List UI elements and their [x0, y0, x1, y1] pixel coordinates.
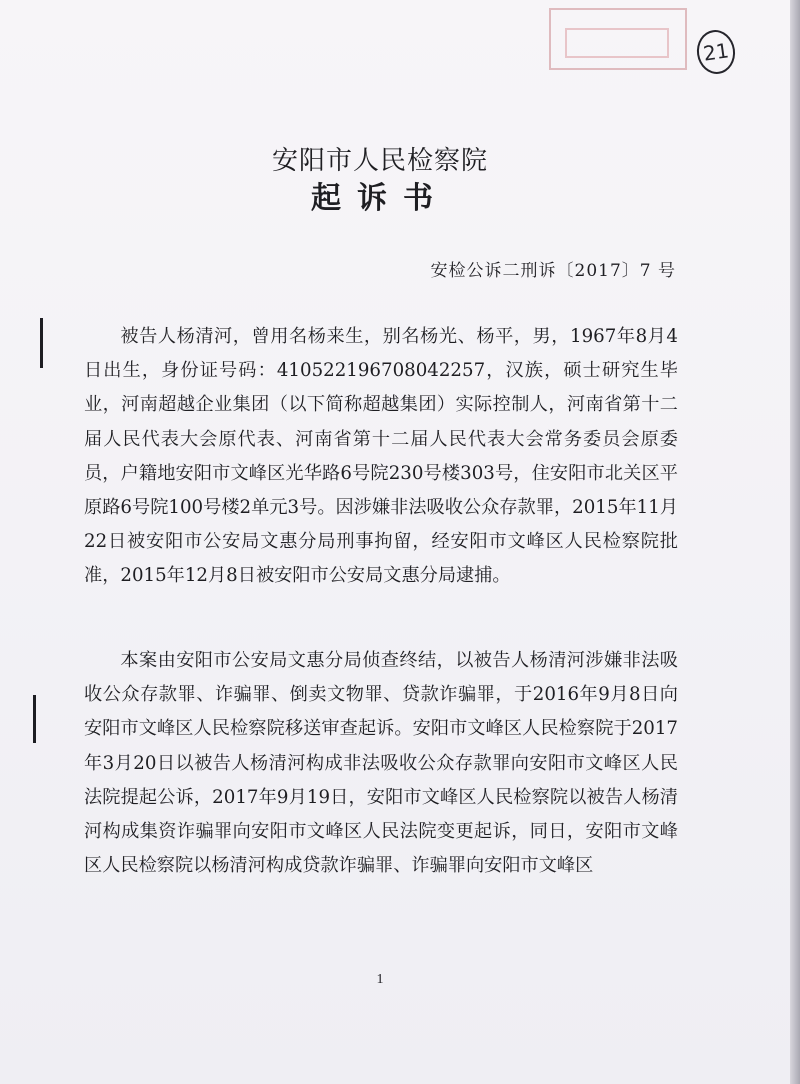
page-edge-shadow: [790, 0, 800, 1084]
paragraph-case-history: 本案由安阳市公安局文惠分局侦查终结，以被告人杨清河涉嫌非法吸收公众存款罪、诈骗罪、倒卖文物罪、贷款诈骗罪，于2016年9月8日向安阳市文峰区人民检察院移送审查起诉。安阳市文峰区人民检察院于2017年3月20日以被告人杨清河构成非法吸收公众存款罪向安阳市文峰区人民法院提起公诉，2017年9月19日，安阳市文峰区人民检察院以被告人杨清河构成集资诈骗罪向安阳市文峰区人民法院变更起诉，同日，安阳市文峰区人民检察院以杨清河构成贷款诈骗罪、诈骗罪向安阳市文峰区: [84, 650, 678, 877]
paragraph-defendant-info: 被告人杨清河，曾用名杨来生，别名杨光、杨平，男，1967年8月4日出生，身份证号码：410522196708042257，汉族，硕士研究生毕业，河南超越企业集团（以下简称超越集团）实际控制人，河南省第十二届人民代表大会原代表、河南省第十二届人民代表大会常务委员会原委员，户籍地安阳市文峰区光华路6号院230号楼303号，住安阳市北关区平原路6号院100号楼2单元3号。因涉嫌非法吸收公众存款罪，2015年11月22日被安阳市公安局文惠分局刑事拘留，经安阳市文峰区人民检察院批准，2015年12月8日被安阳市公安局文惠分局逮捕。: [84, 326, 678, 587]
margin-mark: [40, 318, 43, 368]
faded-seal-stamp-inner: [565, 28, 669, 58]
faded-seal-stamp: [549, 8, 687, 70]
document-number: 安检公诉二刑诉〔2017〕7 号: [430, 261, 676, 281]
margin-mark: [33, 695, 36, 743]
document-heading: 起诉书: [311, 181, 449, 216]
page-number: 1: [376, 972, 384, 987]
document-title: 安阳市人民检察院: [271, 146, 488, 176]
handwritten-page-mark: 21: [694, 28, 738, 77]
